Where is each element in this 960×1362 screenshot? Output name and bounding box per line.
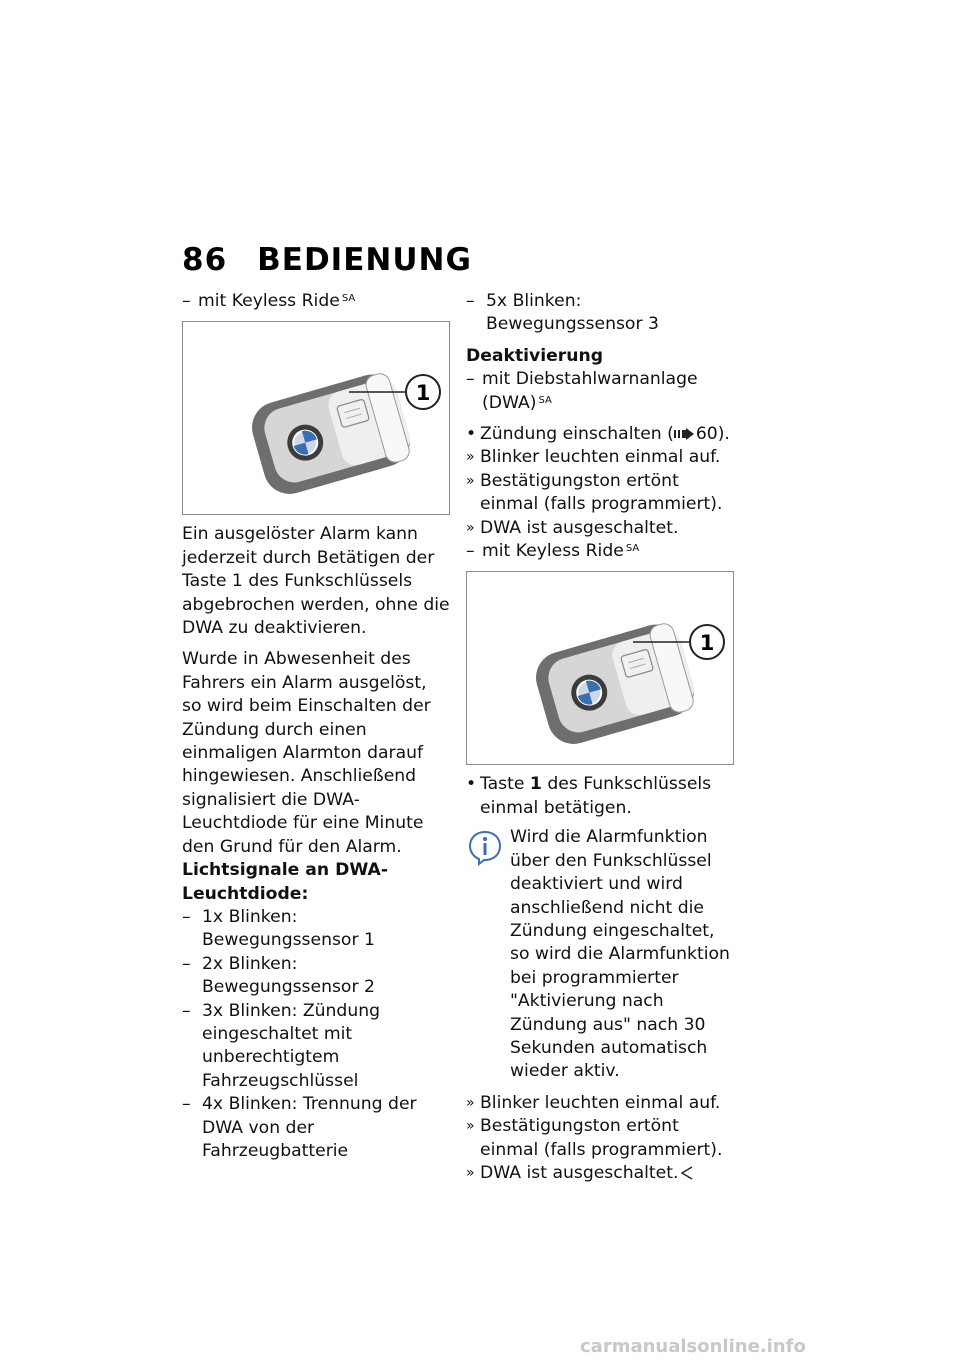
sa-superscript: SA [341, 293, 356, 304]
result-item: » Blinker leuchten einmal auf. [466, 446, 734, 469]
signal-item: – 2x Blinken: Bewegungssensor 2 [182, 953, 450, 1000]
info-note [466, 826, 734, 1083]
key-fob-figure [182, 321, 450, 515]
key-fob-illustration [183, 322, 451, 514]
signal-item: – 5x Blinken: Bewegungssensor 3 [466, 290, 734, 337]
info-icon [468, 830, 502, 866]
keyless-ride-item: – mit Keyless Ride $^{SA}$ [466, 540, 734, 563]
keyless-ride-item: – mit Keyless Ride $^{SA}$ [182, 290, 450, 313]
step-ignition: • Zündung einschalten ( 60). [466, 423, 734, 446]
signal-item: – 3x Blinken: Zündung eingeschaltet mit unberechtigtem Fahrzeugschlüssel [182, 1000, 450, 1094]
watermark: carmanualsonline.info [580, 1336, 806, 1357]
right-column [466, 290, 734, 1185]
result-item: » Bestätigungston ertönt einmal (falls programmiert). [466, 1115, 734, 1162]
key-fob-figure [466, 571, 734, 765]
result-item: » DWA ist ausgeschaltet. [466, 517, 734, 540]
signal-item: – 1x Blinken: Bewegungssensor 1 [182, 906, 450, 953]
result-item: » DWA ist ausgeschaltet. [466, 1162, 734, 1185]
paragraph-alarm-absence: Wurde in Abwesenheit des Fahrers ein Alarm ausgelöst, so wird beim Einschalten der Zündung durch einen einmaligen Alarmton darauf hingewiesen. Anschließend signalisiert die DWA-Leuchtdiode für eine Minute den Grund für den Alarm. [182, 649, 431, 857]
paragraph-abort-alarm: Ein ausgelöster Alarm kann jederzeit durch Betätigen der Taste 1 des Funkschlüssels abgebrochen werden, ohne die DWA zu deaktivieren. [182, 524, 450, 639]
page-number: 86 [182, 242, 228, 278]
page-title: BEDIENUNG [257, 242, 472, 278]
result-item: » Bestätigungston ertönt einmal (falls programmiert). [466, 470, 734, 517]
info-note-text: Wird die Alarmfunktion über den Funkschlüssel deaktiviert und wird anschließend nicht die Zündung eingeschaltet, so wird die Alarmfunktion bei programmierter "Aktivierung nach Zündung aus" nach 30 Sekunden automatisch wieder aktiv. [510, 827, 730, 1082]
key-fob-illustration [467, 572, 735, 764]
page-reference[interactable]: 60). [695, 424, 730, 445]
page-header [182, 242, 472, 278]
step-press-button: • Taste 1 des Funkschlüssels einmal betätigen. [466, 773, 734, 820]
signal-item: – 4x Blinken: Trennung der DWA von der Fahrzeugbatterie [182, 1093, 450, 1163]
end-of-section-icon [680, 1166, 694, 1180]
figure-callout-1: 1 [699, 631, 715, 656]
figure-callout-1: 1 [415, 381, 431, 406]
sa-superscript: SA [625, 543, 640, 555]
left-column [182, 290, 450, 1163]
sa-superscript: SA [538, 394, 552, 406]
page-reference-arrow-icon [674, 427, 696, 441]
dwa-item: – mit Diebstahlwarnanlage (DWA) $^{SA}$ [466, 368, 734, 415]
deactivation-heading: Deaktivierung [466, 345, 604, 366]
result-item: » Blinker leuchten einmal auf. [466, 1092, 734, 1115]
light-signals-heading: Lichtsignale an DWA-Leuchtdiode: [182, 860, 388, 904]
